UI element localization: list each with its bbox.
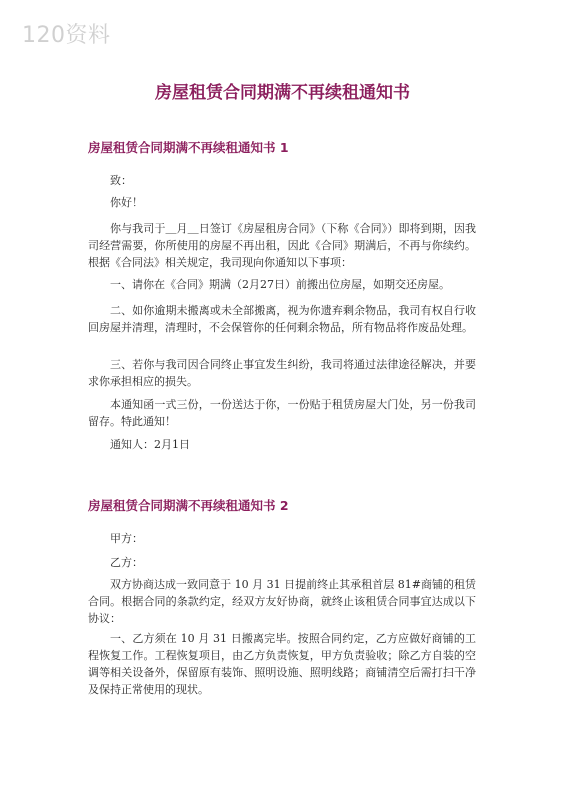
section-1-item-3: 三、若你与我司因合同终止事宜发生纠纷，我司将通过法律途径解决，并要求你承担相应的损失。	[88, 358, 476, 388]
party-b: 乙方：	[110, 556, 143, 569]
section-2-title: 房屋租赁合同期满不再续租通知书 2	[88, 498, 289, 513]
section-1-signature: 通知人：2月1日	[110, 438, 190, 451]
greeting-hello: 你好！	[110, 196, 143, 209]
watermark-logo: 120资料	[22, 23, 111, 48]
greeting-to: 致：	[110, 174, 132, 187]
party-a: 甲方：	[110, 532, 143, 545]
section-2-paragraph-1: 双方协商达成一致同意于 10 月 31 日提前终止其承租首层 81#商铺的租赁合同。根据合同的条款约定，经双方友好协商，就终止该租赁合同事宜达成以下协议：	[88, 578, 476, 625]
section-1-item-2: 二、如你逾期未搬离或未全部搬离，视为你遗弃剩余物品，我司有权自行收回房屋并清理，清理时，不会保管你的任何剩余物品，所有物品将作废品处理。	[88, 304, 476, 334]
section-1-paragraph-1: 你与我司于＿月＿日签订《房屋租房合同》（下称《合同》）即将到期，因我司经营需要，你所使用的房屋不再出租，因此《合同》期满后，不再与你续约。根据《合同法》相关规定，我司现向你通知以下事项：	[88, 222, 476, 269]
document-title: 房屋租赁合同期满不再续租通知书	[155, 83, 410, 103]
section-2-item-1: 一、乙方须在 10 月 31 日搬离完毕。按照合同约定，乙方应做好商铺的工程恢复工作。工程恢复项目，由乙方负责恢复，甲方负责验收；除乙方自装的空调等相关设备外，保留原有装饰、照明设施、照明线路；商铺清空后需打扫干净及保持正常使用的现状。	[88, 632, 476, 696]
section-1-closing: 本通知函一式三份，一份送达于你，一份贴于租赁房屋大门处，另一份我司留存。特此通知！	[88, 398, 476, 428]
section-1-item-1: 一、请你在《合同》期满（2月27日）前搬出位房屋，如期交还房屋。	[110, 278, 450, 291]
section-1-title: 房屋租赁合同期满不再续租通知书 1	[88, 140, 289, 155]
